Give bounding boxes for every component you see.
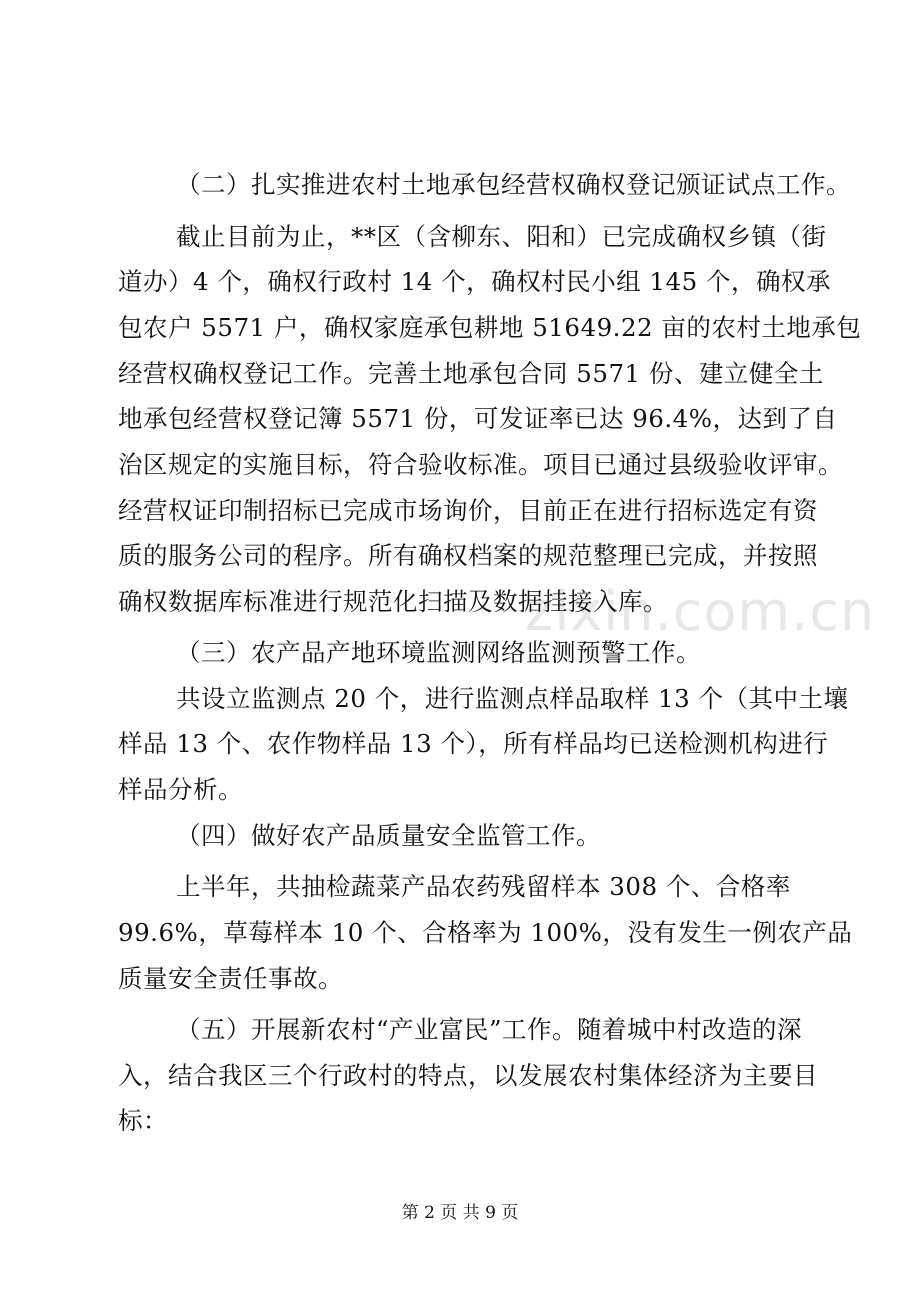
paragraph-line: 确权数据库标准进行规范化扫描及数据挂接入库。 [118,587,668,616]
section-heading-three: （三）农产品产地环境监测网络监测预警工作。 [176,638,701,667]
page-number-footer: 第 2 页 共 9 页 [401,1203,519,1223]
paragraph-line: 质的服务公司的程序。所有确权档案的规范整理已完成，并按照 [118,541,818,570]
section-heading-five: （五）开展新农村“产业富民”工作。随着城中村改造的深 [176,1015,803,1044]
paragraph-line: 99.6%，草莓样本 10 个、合格率为 100%，没有发生一例农产品 [118,918,853,947]
watermark: zixin.com.cn [525,580,876,643]
paragraph-line: 标： [118,1106,168,1135]
paragraph-line: 质量安全责任事故。 [118,964,343,993]
paragraph-line: 治区规定的实施目标，符合验收标准。项目已通过县级验收评审。 [118,450,843,479]
paragraph-line: 共设立监测点 20 个，进行监测点样品取样 13 个（其中土壤 [176,684,849,713]
paragraph-line: 入，结合我区三个行政村的特点，以发展农村集体经济为主要目 [118,1061,818,1090]
paragraph-line: 经营权确权登记工作。完善土地承包合同 5571 份、建立健全土 [118,359,824,388]
section-heading-four: （四）做好农产品质量安全监管工作。 [176,821,601,850]
paragraph-line: 上半年，共抽检蔬菜产品农药残留样本 308 个、合格率 [176,872,791,901]
paragraph-line: 地承包经营权登记簿 5571 份，可发证率已达 96.4%，达到了自 [118,404,838,433]
paragraph-line: 截止目前为止，**区（含柳东、阳和）已完成确权乡镇（街 [176,222,827,251]
section-heading-two: （二）扎实推进农村土地承包经营权确权登记颁证试点工作。 [176,170,851,199]
paragraph-line: 包农户 5571 户，确权家庭承包耕地 51649.22 亩的农村土地承包 [118,313,862,342]
paragraph-line: 经营权证印制招标已完成市场询价，目前正在进行招标选定有资 [118,496,818,525]
paragraph-line: 道办）4 个，确权行政村 14 个，确权村民小组 145 个，确权承 [118,267,831,296]
paragraph-line: 样品 13 个、农作物样品 13 个），所有样品均已送检测机构进行 [118,729,829,758]
paragraph-line: 样品分析。 [118,775,243,804]
